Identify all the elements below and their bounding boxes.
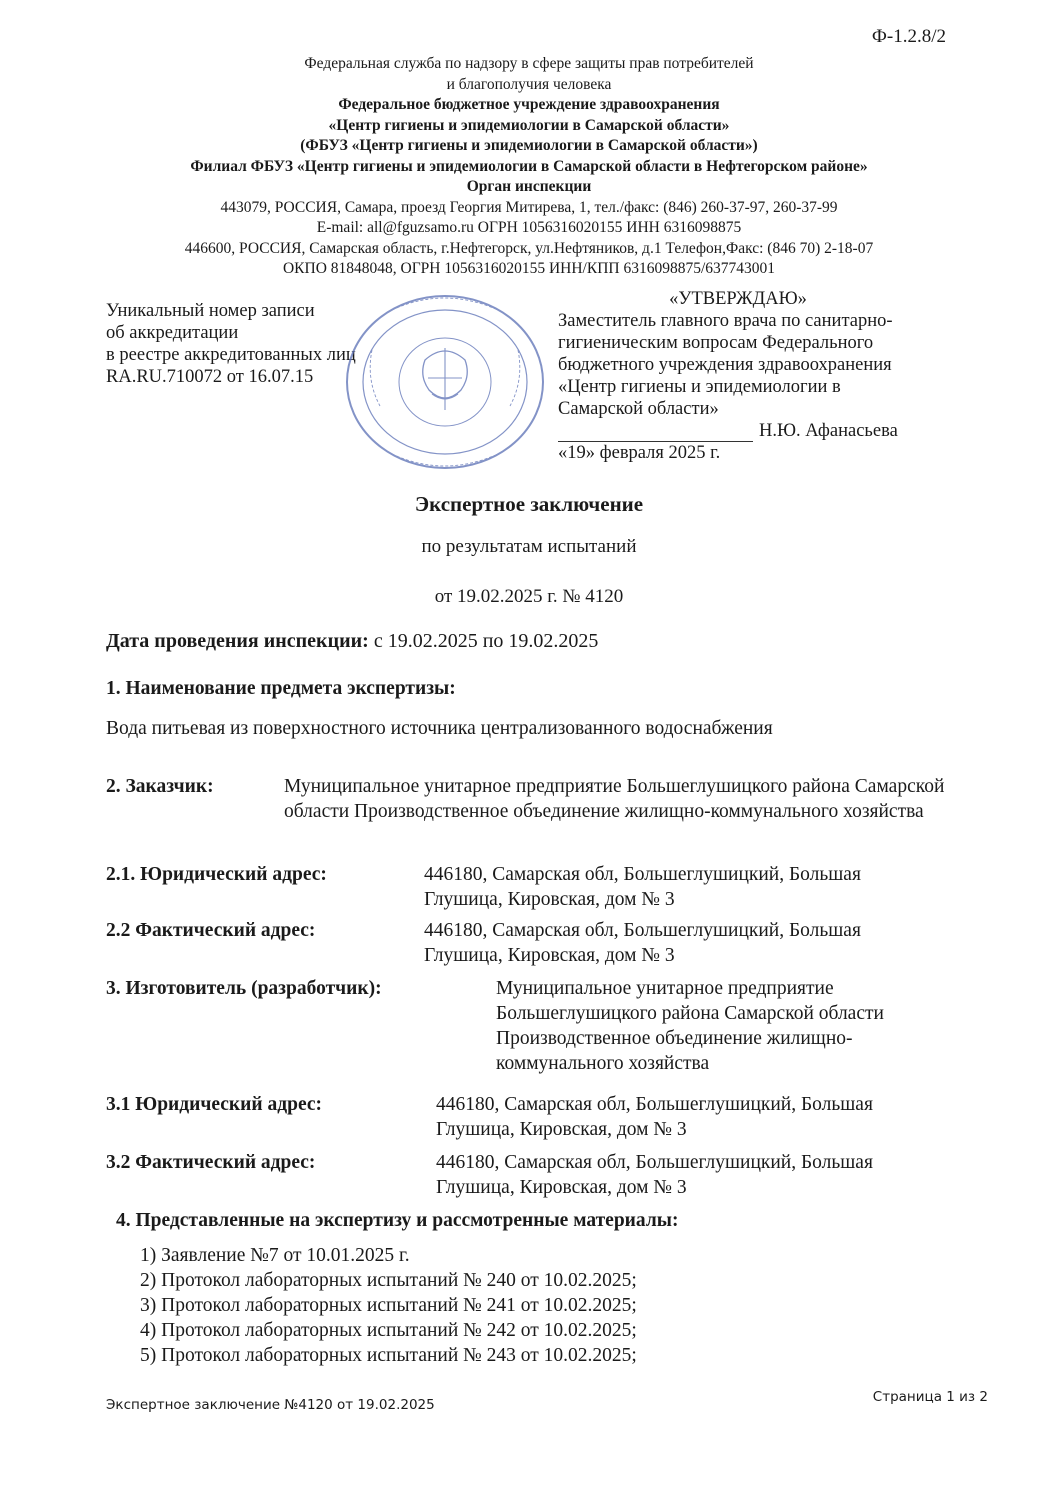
section-3-2-label: 3.2 Фактический адрес: [106,1152,316,1173]
section-2-value: Муниципальное унитарное предприятие Большеглушицкого района Самарской области Производственное объединение жилищно-коммунального хозяйства [284,776,945,822]
inspection-label: Дата проведения инспекции: [106,630,369,652]
org-line: Филиал ФБУЗ «Центр гигиены и эпидемиологии в Самарской области в Нефтегорском районе» [190,157,868,175]
section-2-2-value: 446180, Самарская обл, Большеглушицкий, Большая Глушица, Кировская, дом № 3 [424,920,861,966]
approval-title: «УТВЕРЖДАЮ» [669,289,807,309]
section-2-1-value: 446180, Самарская обл, Большеглушицкий, Большая Глушица, Кировская, дом № 3 [424,864,861,910]
contact-line: E-mail: all@fguzsamo.ru ОГРН 1056316020155 ИНН 6316098875 [316,219,742,236]
accreditation-block [106,300,356,388]
accreditation-line: об аккредитации [106,323,239,343]
list-item: 4) Протокол лабораторных испытаний № 242 от 10.02.2025; [140,1320,637,1341]
list-item: 2) Протокол лабораторных испытаний № 240 от 10.02.2025; [140,1270,637,1291]
org-line: «Центр гигиены и эпидемиологии в Самарской области» [328,116,730,134]
accreditation-line: Уникальный номер записи [106,301,315,321]
inspection-value: с 19.02.2025 по 19.02.2025 [373,630,599,652]
section-2-2-label: 2.2 Фактический адрес: [106,920,316,941]
form-code: Ф-1.2.8/2 [871,26,946,47]
org-line: (ФБУЗ «Центр гигиены и эпидемиологии в Самарской области») [300,137,758,154]
section-3-1-label: 3.1 Юридический адрес: [106,1094,323,1115]
section-2-1-label: 2.1. Юридический адрес: [106,864,327,885]
signer-name: Н.Ю. Афанасьева [759,421,898,441]
footer-doc-ref: Экспертное заключение №4120 от 19.02.2025 [106,1397,435,1413]
accreditation-line: в реестре аккредитованных лиц [106,345,356,365]
signature-row [558,420,978,442]
list-item: 5) Протокол лабораторных испытаний № 243 от 10.02.2025; [140,1345,637,1366]
section-4-label: 4. Представленные на экспертизу и рассмотренные материалы: [116,1210,679,1231]
list-item: 1) Заявление №7 от 10.01.2025 г. [140,1245,410,1266]
inspection-dates [106,630,598,653]
section-1-value: Вода питьевая из поверхностного источника централизованного водоснабжения [106,718,773,739]
approver-position: гигиеническим вопросам Федерального [558,333,874,353]
approver-position: Заместитель главного врача по санитарно- [558,311,893,331]
section-3-value: Муниципальное унитарное предприятие Большеглушицкого района Самарской области Производственное объединение жилищно-коммунального хозяйства [496,978,884,1074]
approval-block [558,288,978,464]
section-2-label: 2. Заказчик: [106,776,214,797]
section-3-label: 3. Изготовитель (разработчик): [106,978,382,999]
contact-line: 446600, РОССИЯ, Самарская область, г.Нефтегорск, ул.Нефтяников, д.1 Телефон,Факс: (846 70) 2-18-07 [184,239,874,257]
approver-position: Самарской области» [558,399,719,419]
org-line: Федеральное бюджетное учреждение здравоохранения [338,96,720,113]
letterhead [0,54,1058,280]
list-item: 3) Протокол лабораторных испытаний № 241 от 10.02.2025; [140,1295,637,1316]
accreditation-line: RA.RU.710072 от 16.07.15 [106,367,314,387]
materials-list [140,1243,637,1368]
agency-line: Федеральная служба по надзору в сфере защиты прав потребителей [304,55,754,72]
document-number: от 19.02.2025 г. № 4120 [434,586,624,607]
approver-position: «Центр гигиены и эпидемиологии в [558,377,841,397]
agency-line: и благополучия человека [446,75,612,93]
org-line: Орган инспекции [466,178,592,195]
contact-line: ОКПО 81848048, ОГРН 1056316020155 ИНН/КПП 6316098875/637743001 [282,260,776,277]
approval-date: «19» февраля 2025 г. [558,443,721,463]
document-title: Экспертное заключение [414,492,644,516]
section-3-2-value: 446180, Самарская обл, Большеглушицкий, Большая Глушица, Кировская, дом № 3 [436,1152,873,1198]
round-seal-icon [332,290,558,480]
contact-line: 443079, РОССИЯ, Самара, проезд Георгия Митирева, 1, тел./факс: (846) 260-37-97, 260-37-99 [220,198,838,216]
signature-line [558,423,753,442]
approver-position: бюджетного учреждения здравоохранения [558,355,892,375]
section-1-label: 1. Наименование предмета экспертизы: [106,678,456,699]
page-number: Страница 1 из 2 [872,1389,988,1405]
document-subtitle: по результатам испытаний [421,536,637,557]
section-3-1-value: 446180, Самарская обл, Большеглушицкий, Большая Глушица, Кировская, дом № 3 [436,1094,873,1140]
